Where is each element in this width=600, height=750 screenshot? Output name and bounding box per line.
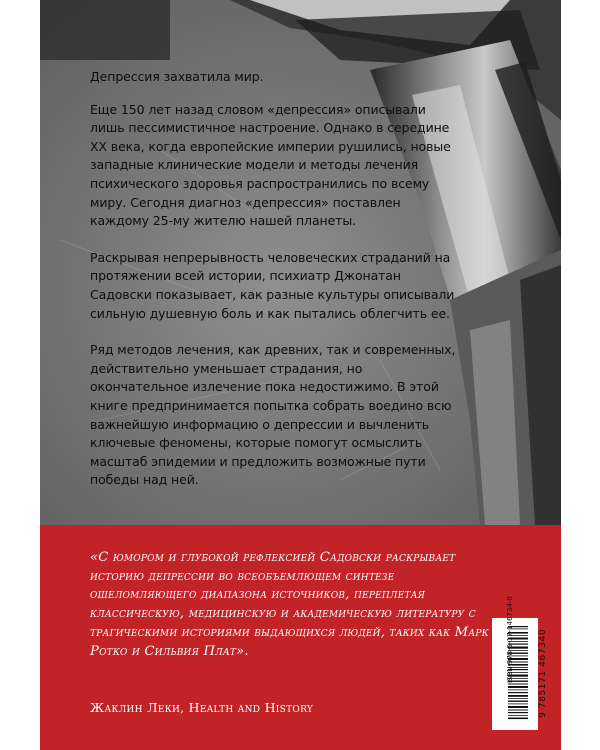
back-cover (40, 0, 561, 750)
barcode-bars (492, 618, 538, 730)
blurb-paragraph-3: Ряд методов лечения, как древних, так и современных, действительно уменьшает страдания, но окончательное излечение пока недостижимо. В этой книге предпринимается попытка собрать воедино всю важнейшую информацию о депрессии и вычленить ключевые феномены, которые помогут осмыслить масштаб эпидемии и предложить возможные пути победы над ней. (90, 342, 456, 488)
blurb-lead: Депрессия захватила мир. (90, 69, 264, 84)
isbn-label: ISBN 978-5-17-146734-0 (506, 596, 514, 683)
quote-attribution: Жаклин Леки, Health and History (90, 700, 314, 715)
blurb-paragraph-2: Раскрывая непрерывность человеческих страданий на протяжении всей истории, психиатр Джонатан Садовски показывает, как разные культуры описывали сильную душевную боль и как пытались облегчить ее. (90, 249, 455, 321)
ean-digits: 9 785171 467340 (538, 628, 548, 718)
review-quote: «С юмором и глубокой рефлексией Садовски раскрывает историю депрессии во всеобъемлющем синтезе ошеломляющего диапазона источников, переплетая классическую, медицинскую и академическую литературу с трагическими историями выдающихся людей, таких как Марк Ротко и Сильвия Плат». (90, 550, 489, 659)
blurb-paragraph-1: Еще 150 лет назад словом «депрессия» описывали лишь пессимистичное настроение. Однако в середине XX века, когда европейские империи рушились, новые западные клинические модели и методы лечения психического здоровья распространились по всему миру. Сегодня диагноз «депрессия» поставлен каждому 25-му жителю нашей планеты. (90, 101, 451, 229)
isbn-barcode (492, 618, 538, 730)
blurb-text (90, 68, 460, 508)
